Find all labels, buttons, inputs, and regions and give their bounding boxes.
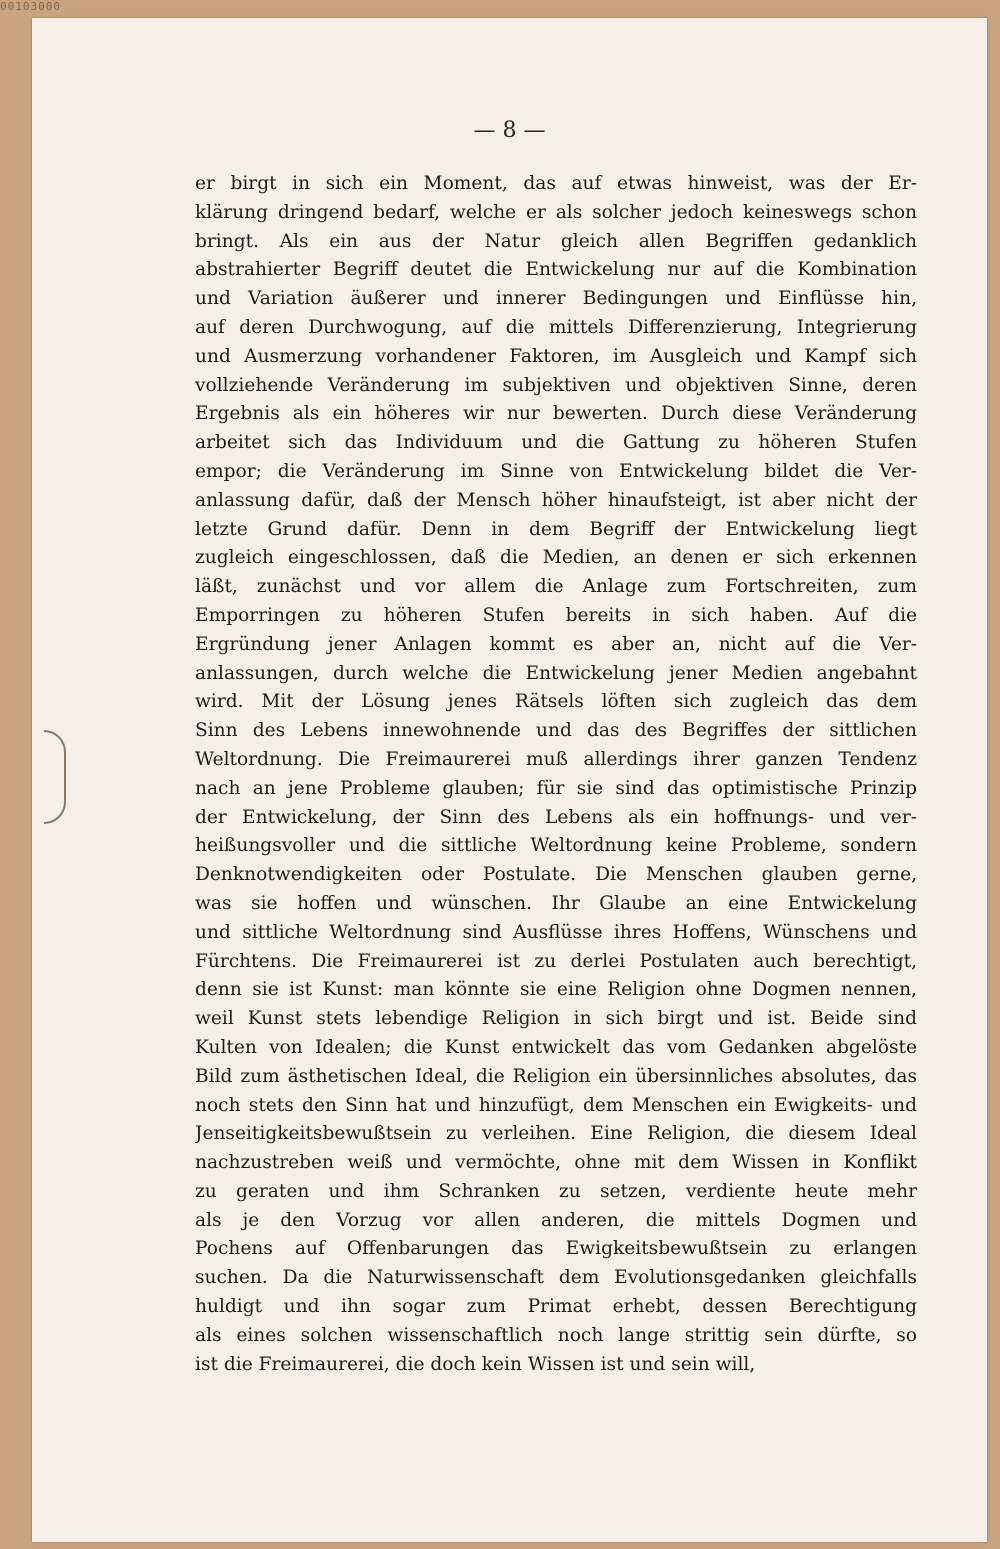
text-line: noch stets den Sinn hat und hinzufügt, dem Menschen ein Ewigkeits- und: [195, 1094, 917, 1116]
text-line: denn sie ist Kunst: man könnte sie eine Religion ohne Dogmen nennen,: [195, 979, 917, 1001]
text-line: anlassungen, durch welche die Entwickelung jener Medien angebahnt: [195, 662, 917, 684]
text-line: Weltordnung. Die Freimaurerei muß allerdings ihrer ganzen Tendenz: [195, 748, 917, 770]
text-line: auf deren Durchwogung, auf die mittels Differenzierung, Integrierung: [195, 316, 917, 338]
text-line: arbeitet sich das Individuum und die Gattung zu höheren Stufen: [195, 432, 917, 454]
text-line: als je den Vorzug vor allen anderen, die mittels Dogmen und: [195, 1209, 917, 1231]
text-line: huldigt und ihn sogar zum Primat erhebt, dessen Berechtigung: [195, 1296, 917, 1318]
body-text: [195, 170, 917, 1379]
text-line: nach an jene Probleme glauben; für sie sind das optimistische Prinzip: [195, 777, 917, 799]
text-line: empor; die Veränderung im Sinne von Entwickelung bildet die Ver-: [195, 460, 917, 482]
text-line: und sittliche Weltordnung sind Ausflüsse ihres Hoffens, Wünschens und: [195, 921, 917, 943]
text-line: wird. Mit der Lösung jenes Rätsels löften sich zugleich das dem: [195, 691, 917, 713]
text-line: vollziehende Veränderung im subjektiven und objektiven Sinne, deren: [195, 374, 917, 396]
text-line: anlassung dafür, daß der Mensch höher hinaufsteigt, ist aber nicht der: [195, 489, 917, 511]
document-page: [32, 18, 987, 1542]
text-line: zugleich eingeschlossen, daß die Medien, an denen er sich erkennen: [195, 547, 917, 569]
text-line: läßt, zunächst und vor allem die Anlage zum Fortschreiten, zum: [195, 576, 917, 598]
text-line: abstrahierter Begriff deutet die Entwickelung nur auf die Kombination: [195, 259, 917, 281]
text-line: nachzustreben weiß und vermöchte, ohne mit dem Wissen in Konflikt: [195, 1152, 917, 1174]
binding-clip-mark: [44, 730, 66, 824]
page-number: — 8 —: [473, 118, 546, 143]
text-line: Ergebnis als ein höheres wir nur bewerten. Durch diese Veränderung: [195, 403, 917, 425]
text-line: Kulten von Idealen; die Kunst entwickelt das vom Gedanken abgelöste: [195, 1036, 917, 1058]
text-line: der Entwickelung, der Sinn des Lebens als ein hoffnungs- und ver-: [195, 806, 917, 828]
text-line: Emporringen zu höheren Stufen bereits in sich haben. Auf die: [195, 604, 917, 626]
text-line: Fürchtens. Die Freimaurerei ist zu derlei Postulaten auch berechtigt,: [195, 950, 917, 972]
text-line: weil Kunst stets lebendige Religion in sich birgt und ist. Beide sind: [195, 1008, 917, 1030]
text-line: suchen. Da die Naturwissenschaft dem Evolutionsgedanken gleichfalls: [195, 1267, 917, 1289]
text-line: letzte Grund dafür. Denn in dem Begriff der Entwickelung liegt: [195, 518, 917, 540]
text-line: heißungsvoller und die sittliche Weltordnung keine Probleme, sondern: [195, 835, 917, 857]
text-line: was sie hoffen und wünschen. Ihr Glaube an eine Entwickelung: [195, 892, 917, 914]
text-line: zu geraten und ihm Schranken zu setzen, verdiente heute mehr: [195, 1180, 917, 1202]
text-line: klärung dringend bedarf, welche er als solcher jedoch keineswegs schon: [195, 201, 917, 223]
text-line: und Ausmerzung vorhandener Faktoren, im Ausgleich und Kampf sich: [195, 345, 917, 367]
text-line: Bild zum ästhetischen Ideal, die Religion ein übersinnliches absolutes, das: [195, 1065, 917, 1087]
text-line: ist die Freimaurerei, die doch kein Wissen ist und sein will,: [195, 1353, 756, 1375]
text-line: und Variation äußerer und innerer Bedingungen und Einflüsse hin,: [195, 288, 917, 310]
text-line: bringt. Als ein aus der Natur gleich allen Begriffen gedanklich: [195, 230, 917, 252]
text-line: Jenseitigkeitsbewußtsein zu verleihen. Eine Religion, die diesem Ideal: [195, 1123, 917, 1145]
text-line: Pochens auf Offenbarungen das Ewigkeitsbewußtsein zu erlangen: [195, 1238, 917, 1260]
text-line: Ergründung jener Anlagen kommt es aber an, nicht auf die Ver-: [195, 633, 917, 655]
text-line: als eines solchen wissenschaftlich noch lange strittig sein dürfte, so: [195, 1324, 917, 1346]
text-line: Denknotwendigkeiten oder Postulate. Die Menschen glauben gerne,: [195, 864, 917, 886]
text-line: er birgt in sich ein Moment, das auf etwas hinweist, was der Er-: [195, 173, 917, 194]
text-line: Sinn des Lebens innewohnende und das des Begriffes der sittlichen: [195, 720, 917, 742]
archive-stamp: 00103000: [0, 0, 61, 13]
